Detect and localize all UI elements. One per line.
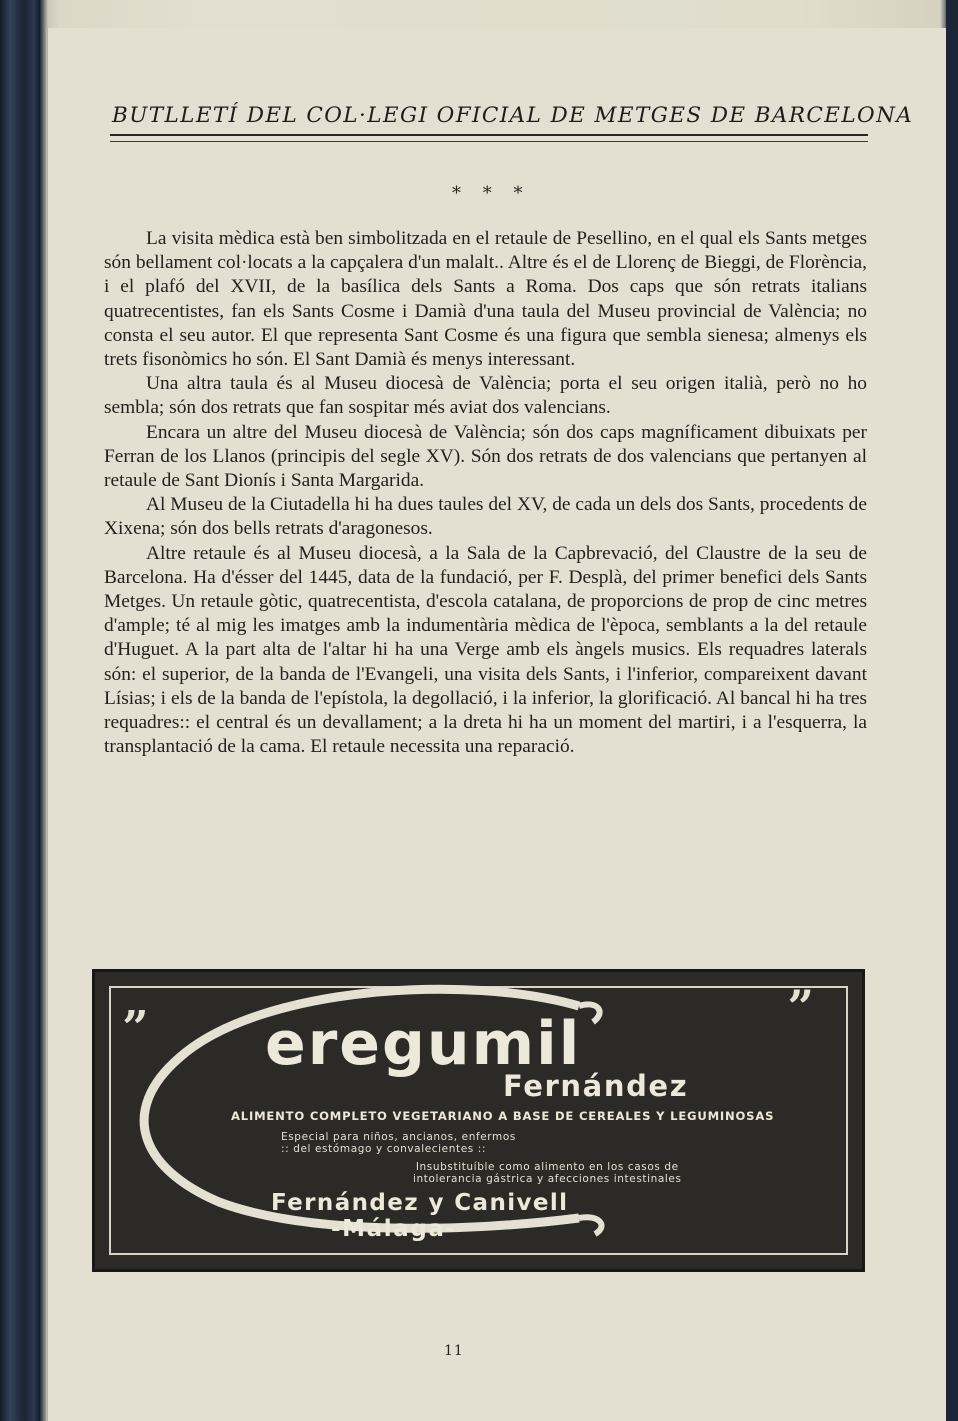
ad-note-1-line: :: del estómago y convalecientes :: xyxy=(281,1143,487,1155)
header-rule-thin xyxy=(110,141,868,142)
header-rule xyxy=(110,134,868,136)
paragraph: Una altra taula és al Museu diocesà de València; porta el seu origen italià, però no ho sembla; són dos retrats que fan sospitar més aviat dos valencians. xyxy=(104,373,867,419)
close-quote: ” xyxy=(787,980,814,1034)
book-right-edge xyxy=(946,0,958,1421)
paragraph: Encara un altre del Museu diocesà de València; són dos caps magníficament dibuixats per Ferran de los Llanos (principis del segle XV). Són dos retrats de dos valencians que pertanyen al retaule de Sant Dionís i Santa Margarida. xyxy=(104,421,867,492)
ad-city: -Málaga- xyxy=(331,1216,457,1242)
paragraph: Al Museu de la Ciutadella hi ha dues taules del XV, de cada un dels dos Sants, procedents de Xixena; són dos bells retrats d'aragonesos. xyxy=(104,494,867,540)
paragraph: La visita mèdica està ben simbolitzada en el retaule de Pesellino, en el qual els Sants metges són bellament col·locats a la capçalera d'un malalt.. Altre és el de Llorenç de Bieggi, de Florència, i el plafó del XVII, de la basílica dels Sants a Roma. Dos caps que són retrats italians quatrecentistes, fan els Sants Cosme i Damià d'una taula del Museu provincial de València; no consta el seu autor. El que representa Sant Cosme és una figura que sembla sienesa; almenys els trets fisonòmics ho són. El Sant Damià és menys interessant. xyxy=(104,228,867,371)
ad-note-2 xyxy=(413,1161,682,1185)
advertisement-box xyxy=(92,969,865,1272)
ad-company: Fernández y Canivell xyxy=(271,1190,569,1216)
running-header: BUTLLETÍ DEL COL·LEGI OFICIAL DE METGES DE BARCELONA xyxy=(112,103,914,128)
article-body xyxy=(104,227,867,759)
ad-note-1-line: Especial para niños, ancianos, enfermos xyxy=(281,1131,516,1143)
open-quote: „ xyxy=(123,974,150,1028)
ad-tagline: ALIMENTO COMPLETO VEGETARIANO A BASE DE CEREALES Y LEGUMINOSAS xyxy=(231,1109,775,1123)
book-spine-edge xyxy=(0,0,40,1421)
brand-name: eregumil xyxy=(265,1009,582,1079)
ad-note-2-line: intolerancia gástrica y afecciones intestinales xyxy=(413,1173,682,1185)
brand-subtitle: Fernández xyxy=(503,1069,689,1103)
page-number: 11 xyxy=(444,1343,464,1359)
section-separator: * * * xyxy=(452,183,531,204)
ad-note-2-line: Insubstituíble como alimento en los casos de xyxy=(415,1161,679,1173)
ad-note-1 xyxy=(281,1131,516,1155)
paragraph: Altre retaule és al Museu diocesà, a la Sala de la Capbrevació, del Claustre de la seu de Barcelona. Ha d'ésser del 1445, data de la fundació, per F. Desplà, del primer benefici dels Sants Metges. Un retaule gòtic, quatrecentista, d'escola catalana, de proporcions de prop de cinc metres d'ample; té al mig les imatges amb la indumentària mèdica de l'època, semblants a la del retaule d'Huguet. A la part alta de l'altar hi ha una Verge amb els àngels musics. Els requadres laterals són: el superior, de la banda de l'Evangeli, una visita dels Sants, i l'inferior, compareixent davant Lísias; i els de la banda de l'epístola, la degollació, i la inferior, la glorificació. Al bancal hi ha tres requadres:: el central és un devallament; a la dreta hi ha un moment del martiri, i a l'esquerra, la transplantació de la cama. El retaule necessita una reparació. xyxy=(104,542,867,758)
